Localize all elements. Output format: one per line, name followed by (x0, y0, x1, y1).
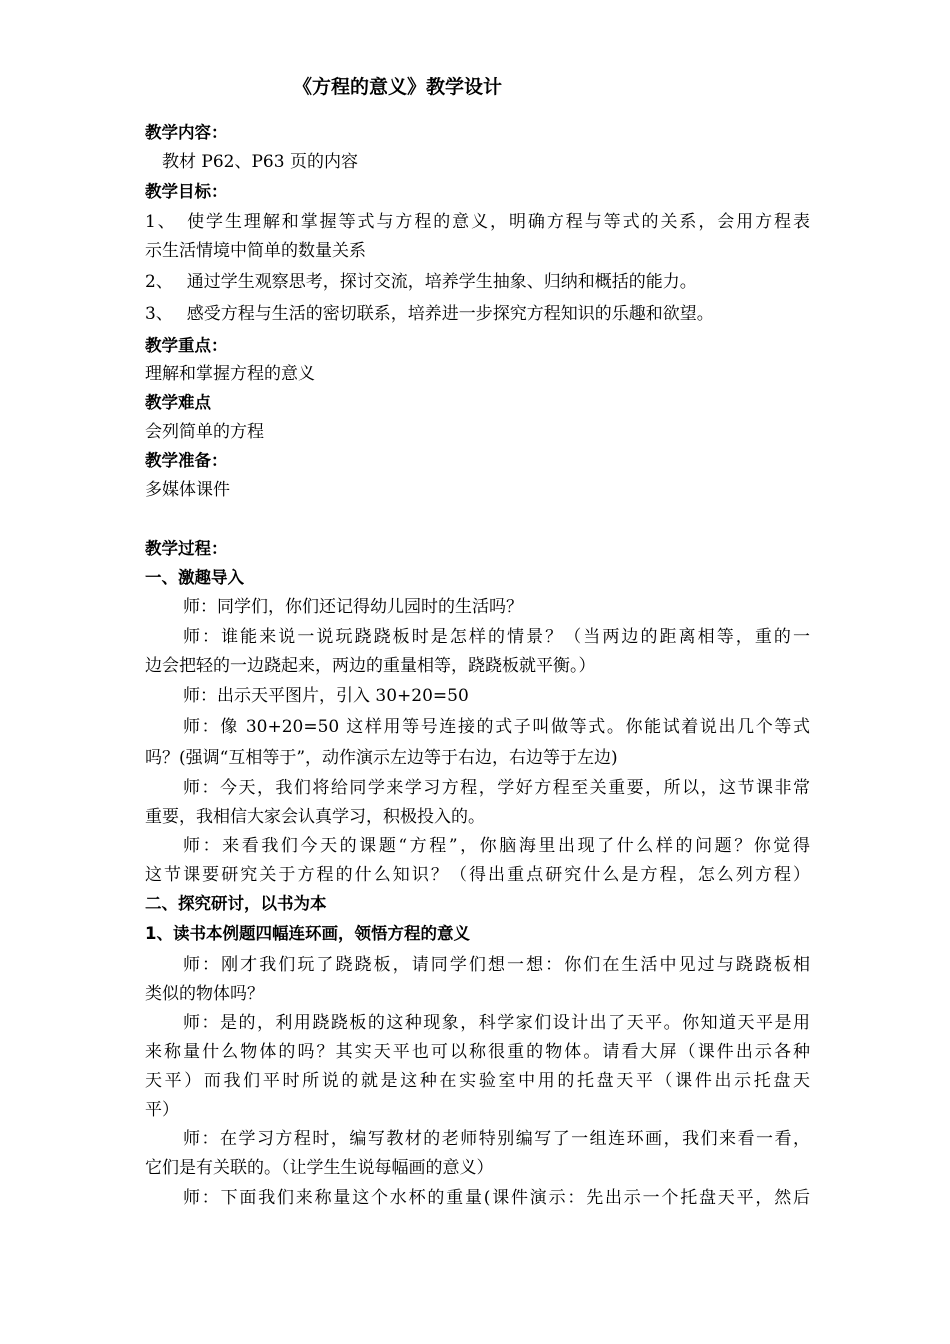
section-1-heading: 一、激趣导入 (145, 568, 244, 587)
paragraph-6-line-1: 师：来看我们今天的课题“方程”，你脑海里出现了什么样的问题？你觉得 (183, 836, 810, 856)
paragraph-8-line-2: 来称量什么物体的吗？其实天平也可以称很重的物体。请看大屏（课件出示各种 (145, 1042, 810, 1062)
paragraph-8-line-4: 平） (145, 1100, 179, 1120)
content-heading: 教学内容： (145, 123, 228, 142)
paragraph-5-line-1: 师：今天，我们将给同学来学习方程，学好方程至关重要，所以，这节课非常 (183, 778, 810, 798)
paragraph-1: 师：同学们，你们还记得幼儿园时的生活吗？ (183, 597, 523, 617)
document-title: 《方程的意义》教学设计 (293, 76, 503, 98)
paragraph-8-line-3: 天平）而我们平时所说的就是这种在实验室中用的托盘天平（课件出示托盘天 (145, 1071, 810, 1091)
paragraph-7-line-2: 类似的物体吗？ (145, 984, 264, 1004)
paragraph-4-line-2: 吗？(强调“互相等于”，动作演示左边等于右边，右边等于左边) (145, 748, 618, 768)
objective-1-line-2: 示生活情境中简单的数量关系 (145, 241, 366, 261)
paragraph-2-line-2: 边会把轻的一边跷起来，两边的重量相等，跷跷板就平衡。） (145, 656, 596, 676)
subsection-1-heading: 1、读书本例题四幅连环画，领悟方程的意义 (145, 924, 470, 943)
objectives-heading: 教学目标： (145, 182, 228, 201)
content-text: 教材 P62、P63 页的内容 (145, 152, 358, 172)
paragraph-5-line-2: 重要，我相信大家会认真学习，积极投入的。 (145, 807, 485, 827)
difficulty-text: 会列简单的方程 (145, 422, 264, 442)
paragraph-9-line-2: 它们是有关联的。（让学生生说每幅画的意义） (145, 1158, 494, 1178)
objective-2: 2、 通过学生观察思考，探讨交流，培养学生抽象、归纳和概括的能力。 (145, 272, 697, 292)
paragraph-8-line-1: 师：是的，利用跷跷板的这种现象，科学家们设计出了天平。你知道天平是用 (183, 1013, 810, 1033)
objective-3: 3、 感受方程与生活的密切联系，培养进一步探究方程知识的乐趣和欲望。 (145, 304, 714, 324)
paragraph-2-line-1: 师：谁能来说一说玩跷跷板时是怎样的情景？（当两边的距离相等，重的一 (183, 627, 810, 647)
paragraph-10-line-1: 师：下面我们来称量这个水杯的重量(课件演示：先出示一个托盘天平，然后 (183, 1188, 810, 1208)
paragraph-4-line-1: 师：像 30+20=50 这样用等号连接的式子叫做等式。你能试着说出几个等式 (183, 717, 810, 737)
process-heading: 教学过程： (145, 539, 228, 558)
key-point-heading: 教学重点： (145, 336, 228, 355)
paragraph-6-line-2: 这节课要研究关于方程的什么知识？（得出重点研究什么是方程，怎么列方程） (145, 865, 810, 885)
key-point-text: 理解和掌握方程的意义 (145, 364, 315, 384)
preparation-heading: 教学准备： (145, 451, 228, 470)
section-2-heading: 二、探究研讨，以书为本 (145, 894, 327, 913)
paragraph-7-line-1: 师：刚才我们玩了跷跷板，请同学们想一想：你们在生活中见过与跷跷板相 (183, 955, 810, 975)
preparation-text: 多媒体课件 (145, 480, 230, 500)
difficulty-heading: 教学难点 (145, 393, 211, 412)
paragraph-3: 师：出示天平图片，引入 30+20=50 (183, 686, 469, 706)
paragraph-9-line-1: 师：在学习方程时，编写教材的老师特别编写了一组连环画，我们来看一看， (183, 1129, 810, 1149)
objective-1-line-1: 1、 使学生理解和掌握等式与方程的意义，明确方程与等式的关系，会用方程表 (145, 212, 810, 232)
